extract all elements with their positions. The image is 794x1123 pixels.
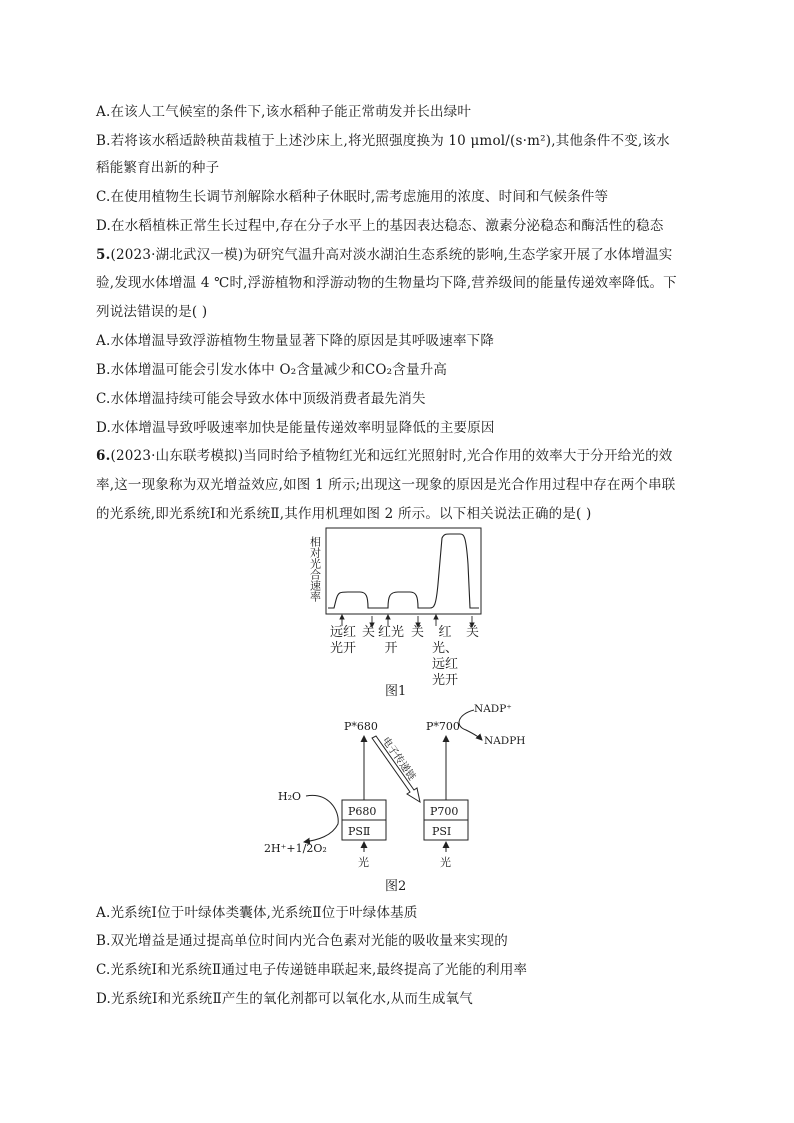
q6-stem-line3: 的光系统,即光系统Ⅰ和光系统Ⅱ,其作用机理如图 2 所示。以下相关说法正确的是( ) [96, 506, 592, 522]
q5-option-d: D.水体增温导致呼吸速率加快是能量传递效率明显降低的主要原因 [96, 420, 495, 436]
fig1-frame [326, 528, 481, 614]
fig1-label-off-1: 关 [362, 625, 376, 640]
fig2-p700: P700 [430, 805, 459, 818]
fig2-p700-star: P*700 [426, 720, 460, 733]
fig2-psi: PSⅠ [432, 825, 452, 838]
q6-stem-text1: (2023·山东联考模拟)当同时给予植物红光和远红光照射时,光合作用的效率大于分开给光的效 [110, 448, 673, 464]
fig2-etc-label: 电子传递链 [379, 735, 418, 783]
fig1-label-red-on [376, 625, 406, 657]
fig1-label-both-on [426, 625, 464, 689]
q4-option-a: A.在该人工气候室的条件下,该水稻种子能正常萌发并长出绿叶 [96, 104, 472, 120]
q5-option-a: A.水体增温导致浮游植物生物量显著下降的原因是其呼吸速率下降 [96, 333, 495, 349]
fig2-caption: 图2 [385, 879, 407, 894]
fig1-label-far-red-on [328, 625, 358, 657]
q6-number: 6. [96, 448, 111, 464]
q5-option-c: C.水体增温持续可能会导致水体中顶级消费者最先消失 [96, 391, 426, 407]
q4-option-d: D.在水稻植株正常生长过程中,存在分子水平上的基因表达稳态、激素分泌稳态和酶活性的稳态 [96, 218, 664, 234]
q5-stem-line2: 验,发现水体增温 4 ℃时,浮游植物和浮游动物的生物量均下降,营养级间的能量传递效率降低。下 [96, 275, 677, 291]
q5-stem-line1 [96, 245, 672, 265]
q6-stem-line2: 率,这一现象称为双光增益效应,如图 1 所示;出现这一现象的原因是光合作用过程中存在两个串联 [96, 477, 676, 493]
figure-2-photosystems [260, 700, 560, 875]
fig2-p680-star: P*680 [344, 720, 378, 733]
q4-option-b-line2: 稻能繁育出新的种子 [96, 160, 220, 176]
fig2-products: 2H⁺+1/2O₂ [264, 842, 327, 855]
fig1-rate-curve [328, 534, 479, 608]
q4-option-c: C.在使用植物生长调节剂解除水稻种子休眠时,需考虑施用的浓度、时间和气候条件等 [96, 189, 609, 205]
fig1-label-red-line2: 开 [384, 641, 398, 656]
fig2-p680: P680 [348, 805, 377, 818]
fig1-label-off-3: 关 [466, 625, 480, 640]
fig1-label-both-line3: 光开 [431, 673, 458, 688]
fig1-caption: 图1 [385, 684, 407, 699]
fig2-water-arrow [304, 795, 338, 842]
fig1-label-red-line1: 红光 [377, 625, 404, 640]
fig1-label-far-red-line2: 光开 [329, 641, 356, 656]
fig1-label-both-line2: 远红 [431, 657, 458, 672]
fig1-ylabel: 相对光合速率 [308, 536, 322, 602]
fig1-label-far-red-line1: 远红 [329, 625, 356, 640]
q4-option-b-line1: B.若将该水稻适龄秧苗栽植于上述沙床上,将光照强度换为 10 μmol/(s·m²),其他条件不变,该水 [96, 133, 670, 149]
fig2-nadph: NADPH [484, 735, 526, 747]
q5-stem-text1: (2023·湖北武汉一模)为研究气温升高对淡水湖泊生态系统的影响,生态学家开展了水体增温实 [110, 247, 673, 263]
fig2-nadp: NADP⁺ [474, 703, 512, 715]
fig1-label-off-2: 关 [411, 625, 425, 640]
q5-number: 5. [96, 247, 111, 263]
fig1-label-both-line1: 红光、 [431, 625, 458, 656]
q6-option-b: B.双光增益是通过提高单位时间内光合色素对光能的吸收量来实现的 [96, 933, 508, 949]
q6-stem-line1 [96, 446, 672, 466]
fig2-h2o: H₂O [278, 790, 302, 803]
fig2-light2: 光 [440, 856, 451, 869]
q5-option-b: B.水体增温可能会引发水体中 O₂含量减少和CO₂含量升高 [96, 362, 448, 378]
q6-option-a: A.光系统Ⅰ位于叶绿体类囊体,光系统Ⅱ位于叶绿体基质 [96, 905, 418, 921]
q5-stem-line3: 列说法错误的是( ) [96, 304, 208, 320]
fig2-light1: 光 [358, 856, 369, 869]
q6-option-c: C.光系统Ⅰ和光系统Ⅱ通过电子传递链串联起来,最终提高了光能的利用率 [96, 962, 528, 978]
fig2-psii: PSⅡ [348, 825, 371, 838]
q6-option-d: D.光系统Ⅰ和光系统Ⅱ产生的氧化剂都可以氧化水,从而生成氧气 [96, 991, 473, 1007]
